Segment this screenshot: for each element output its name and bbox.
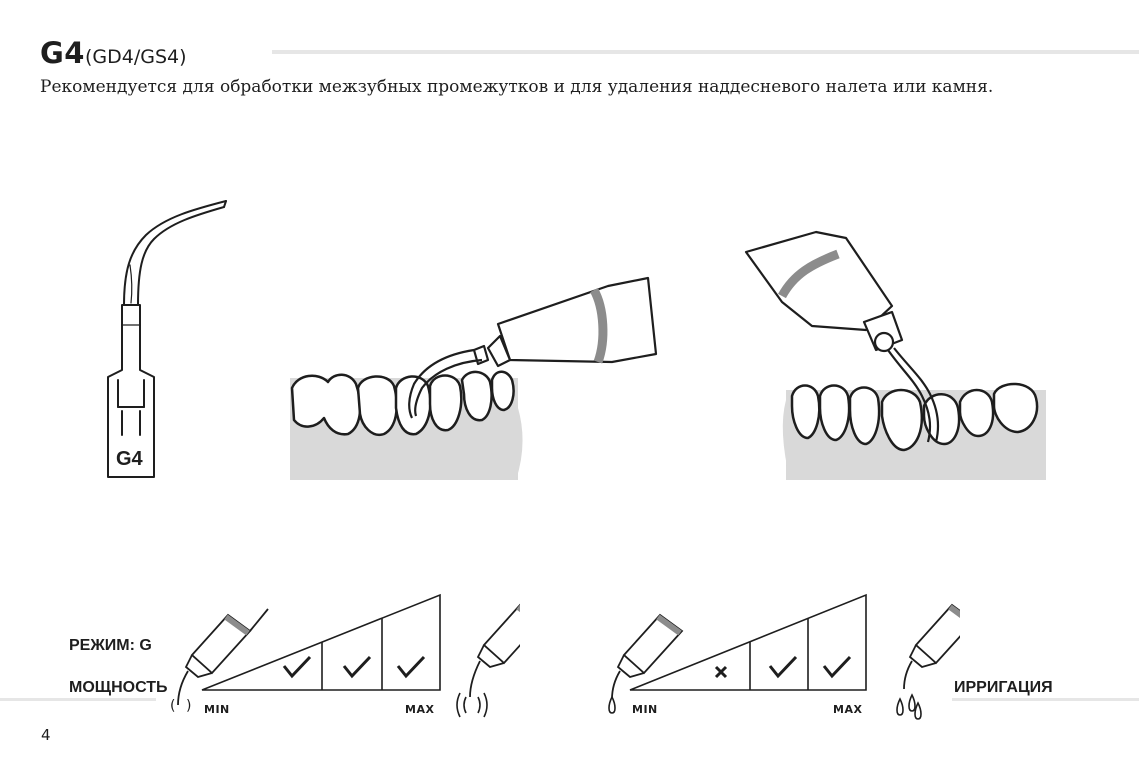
page-number: 4 bbox=[41, 726, 51, 744]
irrigation-min-label: MIN bbox=[632, 703, 658, 716]
svg-text:): ) bbox=[186, 698, 192, 714]
irrigation-max-label: MAX bbox=[833, 703, 863, 716]
title-row bbox=[40, 36, 1139, 72]
water-drop-icon bbox=[609, 697, 615, 713]
tip-model-title: G4 bbox=[40, 36, 85, 70]
title-divider bbox=[272, 50, 1139, 54]
mode-label: РЕЖИМ: G bbox=[69, 637, 152, 654]
side-view-teeth-illustration bbox=[742, 230, 1052, 485]
front-view-teeth-illustration bbox=[288, 268, 668, 483]
power-min-label: MIN bbox=[204, 703, 230, 716]
power-label: МОЩНОСТЬ bbox=[69, 679, 168, 696]
tip-variants: (GD4/GS4) bbox=[84, 46, 187, 68]
tip-engraving-label: G4 bbox=[116, 448, 143, 470]
irrigation-label: ИРРИГАЦИЯ bbox=[954, 679, 1053, 696]
tip-description: Рекомендуется для обработки межзубных промежутков и для удаления наддесневого налета или камня. bbox=[40, 77, 994, 97]
power-label-rule bbox=[0, 698, 156, 701]
power-max-label: MAX bbox=[405, 703, 435, 716]
scaler-tip-illustration bbox=[100, 195, 240, 485]
irrigation-label-rule bbox=[952, 698, 1139, 701]
water-drops-icon bbox=[897, 695, 921, 719]
svg-text:(: ( bbox=[170, 698, 176, 714]
